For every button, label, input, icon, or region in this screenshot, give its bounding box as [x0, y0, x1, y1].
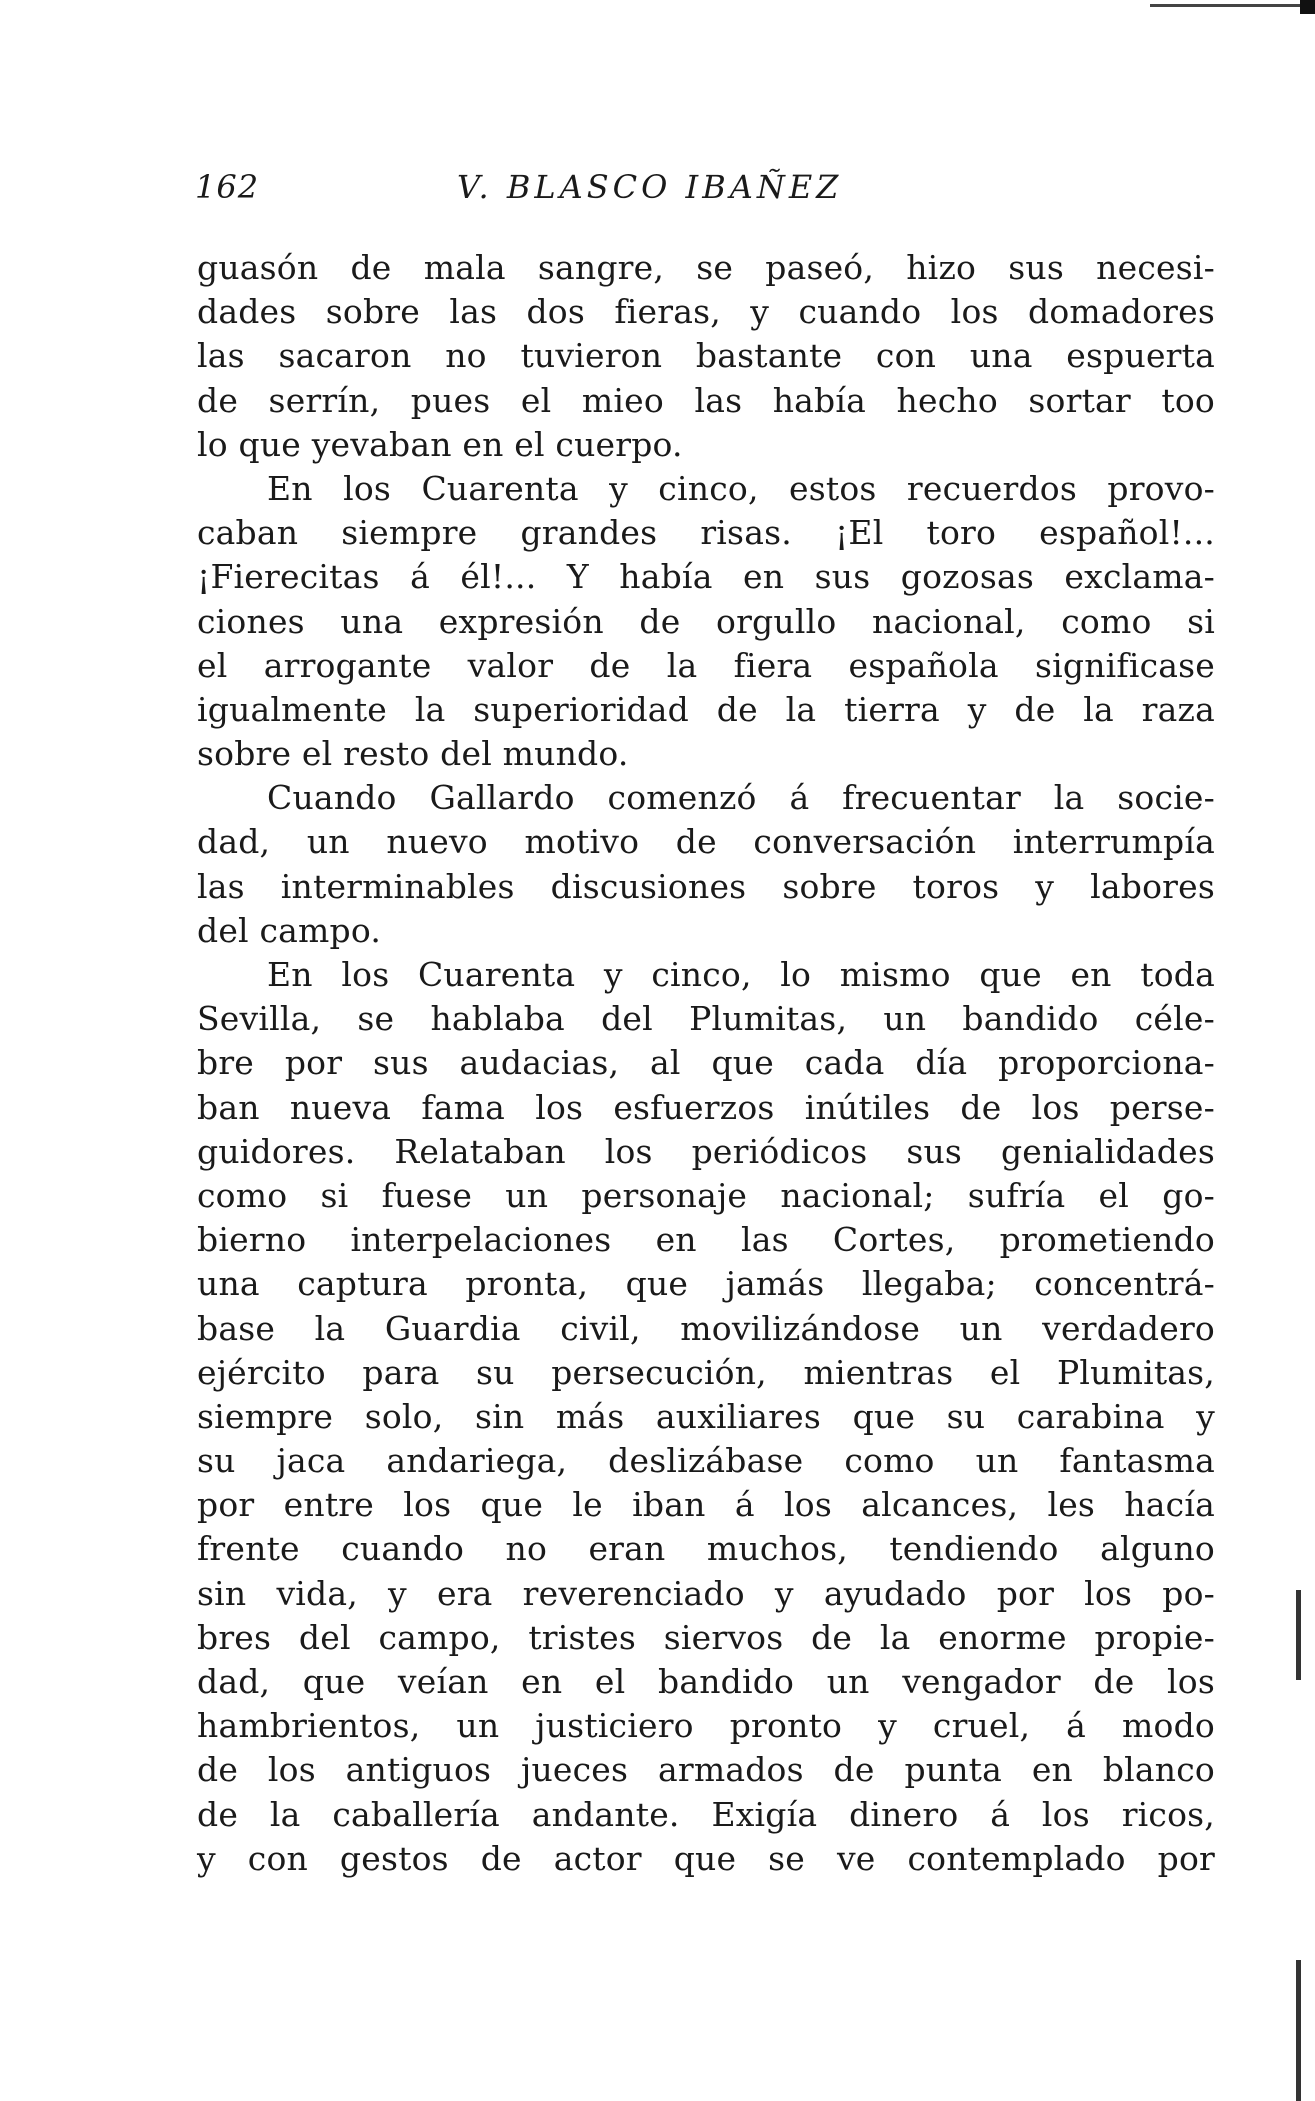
text-segment: base la Guardia civil, movilizándose un verdadero [197, 1308, 1215, 1348]
text-line [197, 246, 1215, 290]
text-segment: En los [267, 955, 418, 994]
text-line [197, 776, 1215, 820]
text-segment: estos recuerdos provo- [758, 468, 1216, 508]
text-segment: bres del campo, tristes siervos de la enorme propie- [197, 1617, 1215, 1657]
text-line [197, 1351, 1215, 1395]
text-line [197, 865, 1215, 909]
text-segment: de los antiguos jueces armados de punta en blanco [197, 1750, 1215, 1790]
text-line [197, 1041, 1215, 1085]
text-segment: las interminables discusiones sobre toros y labores [197, 866, 1215, 906]
running-title: V. BLASCO IBAÑEZ [457, 168, 843, 206]
text-segment: las sacaron no tuvieron bastante con una espuerta [197, 336, 1215, 376]
text-segment: guidores. Relataban los periódicos sus genialidades [197, 1131, 1215, 1171]
text-segment: frente cuando no eran muchos, tendiendo alguno [197, 1529, 1215, 1569]
text-line [197, 379, 1215, 423]
text-segment: lo que yevaban en el cuerpo. [197, 424, 683, 464]
text-segment: de serrín, pues el mieo las había hecho sortar too [197, 380, 1215, 420]
text-line [197, 423, 1215, 467]
text-line [197, 1572, 1215, 1616]
italic-text: Cuarenta y cinco, [421, 468, 759, 508]
text-line [197, 1307, 1215, 1351]
text-segment: siempre solo, sin más auxiliares que su carabina y [197, 1396, 1215, 1436]
text-line [197, 732, 1215, 776]
scan-edge-mark [1296, 1960, 1301, 2101]
text-line [197, 1748, 1215, 1792]
text-line [197, 997, 1215, 1041]
text-segment: sin vida, y era reverenciado y ayudado por los po- [197, 1573, 1215, 1613]
text-line [197, 1616, 1215, 1660]
body-text [197, 246, 1215, 1881]
text-line [197, 1837, 1215, 1881]
italic-text: Plumitas, [689, 999, 848, 1039]
text-segment: En los [267, 468, 422, 508]
text-line [197, 1174, 1215, 1218]
text-line [197, 1660, 1215, 1704]
text-segment: dad, que veían en el bandido un vengador de los [197, 1662, 1215, 1701]
text-line [197, 820, 1215, 864]
text-segment: dades sobre las dos fieras, y cuando los domadores [197, 292, 1215, 332]
text-line [197, 1395, 1215, 1439]
text-segment: guasón de mala sangre, se paseó, hizo sus necesi- [197, 248, 1215, 287]
text-segment: y con gestos de actor que se ve contemplado por [197, 1838, 1215, 1878]
scan-edge-mark [1296, 1590, 1301, 1680]
text-segment: hambrientos, un justiciero pronto y cruel, á modo [197, 1706, 1215, 1746]
text-segment: igualmente la superioridad de la tierra y de la raza [197, 689, 1215, 729]
text-segment: dad, un nuevo motivo de conversación interrumpía [197, 822, 1215, 862]
text-line [197, 1527, 1215, 1571]
page-number: 162 [195, 168, 260, 206]
text-line [197, 688, 1215, 732]
text-segment: ban nueva fama los esfuerzos inútiles de los perse- [197, 1087, 1215, 1127]
text-segment: un bandido céle- [847, 999, 1215, 1039]
text-segment: bre por sus audacias, al que cada día proporciona- [197, 1043, 1215, 1083]
text-segment: ciones una expresión de orgullo nacional, como si [197, 601, 1215, 641]
text-segment: Sevilla, se hablaba del [197, 999, 690, 1039]
text-segment: sobre el resto del mundo. [197, 734, 629, 774]
text-segment: como si fuese un personaje nacional; sufría el go- [197, 1175, 1215, 1215]
text-segment: lo mismo que en toda [751, 955, 1215, 994]
scan-edge-mark [1150, 4, 1315, 7]
text-segment: por entre los que le iban á los alcances, les hacía [197, 1485, 1215, 1525]
text-segment: su jaca andariega, deslizábase como un fantasma [197, 1441, 1215, 1481]
text-line [197, 1704, 1215, 1748]
text-segment: de la caballería andante. Exigía dinero á los ricos, [197, 1794, 1215, 1834]
page-header [195, 168, 1215, 228]
text-line [197, 1439, 1215, 1483]
italic-text: Cuarenta y cinco, [417, 955, 752, 994]
text-line [197, 334, 1215, 378]
text-line [197, 1262, 1215, 1306]
text-segment: ¡Fierecitas á él!... Y había en sus gozosas exclama- [197, 557, 1215, 597]
text-segment: el arrogante valor de la fiera española significase [197, 645, 1215, 685]
text-line [197, 290, 1215, 334]
text-line [197, 1218, 1215, 1262]
text-line [197, 909, 1215, 953]
text-line [197, 1086, 1215, 1130]
text-segment: ejército para su persecución, mientras el [197, 1352, 1057, 1392]
text-line [197, 1130, 1215, 1174]
text-line [197, 953, 1215, 997]
text-line [197, 1483, 1215, 1527]
text-line [197, 555, 1215, 599]
scan-edge-mark [1300, 0, 1315, 14]
text-segment: Cuando Gallardo comenzó á frecuentar la socie- [267, 778, 1215, 818]
text-line [197, 511, 1215, 555]
text-segment: bierno interpelaciones en las Cortes, prometiendo [197, 1220, 1215, 1260]
text-line [197, 1793, 1215, 1837]
italic-text: Plumitas, [1056, 1352, 1215, 1392]
text-line [197, 467, 1215, 511]
text-segment: una captura pronta, que jamás llegaba; concentrá- [197, 1264, 1215, 1304]
text-line [197, 644, 1215, 688]
text-line [197, 600, 1215, 644]
text-segment: del campo. [197, 910, 382, 950]
text-segment: caban siempre grandes risas. ¡El toro español!... [197, 513, 1215, 553]
